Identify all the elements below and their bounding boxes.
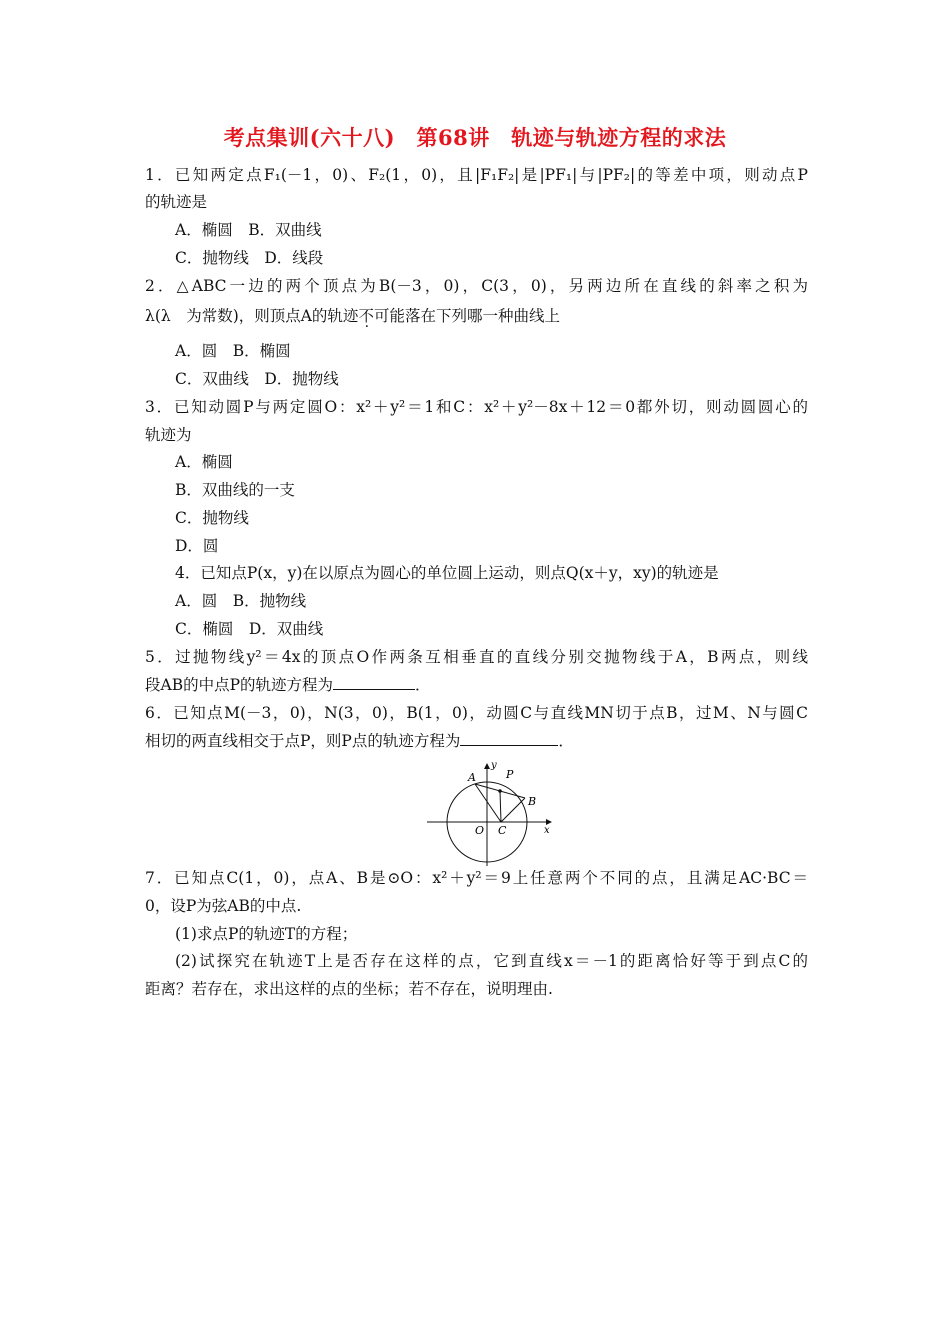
q1-options-cd: C．抛物线 D．线段 [175, 249, 324, 267]
q7-part1: (1)求点P的轨迹T的方程； [175, 925, 358, 943]
q6-line2 [145, 731, 574, 751]
label-o: O [475, 824, 485, 837]
point-p [498, 789, 502, 793]
q6-line1: 6．已知点M(－3，0)，N(3，0)，B(1，0)，动圆C与直线MN切于点B，过M、N与圆C [145, 704, 808, 722]
q1-options-ab: A．椭圆 B．双曲线 [175, 221, 322, 239]
q4-line1: 4．已知点P(x，y)在以原点为圆心的单位圆上运动，则点Q(x＋y，xy)的轨迹是 [175, 564, 719, 582]
segment-cb [501, 798, 525, 822]
q2-options-cd: C．双曲线 D．抛物线 [175, 370, 339, 388]
q5-line2-text: 段AB的中点P的轨迹方程为 [145, 676, 334, 694]
q2-emphasis-not: 不 [358, 307, 374, 325]
q3-option-a: A．椭圆 [175, 453, 233, 471]
page-title: 考点集训(六十八) 第68讲 轨迹与轨迹方程的求法 [223, 125, 727, 150]
q4-options-cd: C．椭圆 D．双曲线 [175, 620, 324, 638]
label-b: B [528, 795, 537, 808]
q5-line1: 5．过抛物线y²＝4x的顶点O作两条互相垂直的直线分别交抛物线于A，B两点，则线 [145, 648, 808, 666]
q1-line2: 的轨迹是 [145, 193, 208, 211]
q5-line2-end: ． [415, 676, 431, 694]
label-a: A [468, 771, 476, 784]
label-p: P [506, 768, 514, 781]
q2-line2-pre: λ(λ 为常数)，则顶点A的轨迹 [145, 307, 359, 325]
q2-line2-post: 可能落在下列哪一种曲线上 [373, 307, 560, 325]
q3-line2: 轨迹为 [145, 426, 192, 444]
q7-part2-line1: (2)试探究在轨迹T上是否存在这样的点，它到直线x＝－1的距离恰好等于到点C的 [175, 952, 808, 970]
q3-line1: 3．已知动圆P与两定圆O：x²＋y²＝1和C：x²＋y²－8x＋12＝0都外切，则动圆圆心的 [145, 398, 808, 416]
q2-options-ab: A．圆 B．椭圆 [175, 342, 291, 360]
q5-answer-blank [333, 675, 415, 690]
q6-line2-end: ． [558, 732, 574, 750]
label-y: y [491, 760, 497, 771]
q3-option-b: B．双曲线的一支 [175, 481, 295, 499]
geometry-figure [425, 760, 555, 870]
q3-option-c: C．抛物线 [175, 509, 249, 527]
q4-options-ab: A．圆 B．抛物线 [175, 592, 307, 610]
q7-line2: 0，设P为弦AB的中点. [145, 897, 302, 915]
q6-answer-blank [460, 731, 558, 746]
label-x: x [544, 825, 550, 836]
q3-option-d: D．圆 [175, 537, 219, 555]
label-c: C [498, 824, 507, 837]
q5-line2 [145, 675, 431, 695]
q7-line1: 7．已知点C(1，0)，点A、B是⊙O：x²＋y²＝9上任意两个不同的点，且满足AC·BC＝ [145, 869, 808, 887]
q2-line2 [145, 306, 560, 326]
segment-cp [500, 791, 501, 822]
q2-line1: 2．△ABC一边的两个顶点为B(－3，0)，C(3，0)，另两边所在直线的斜率之积为 [145, 277, 808, 295]
q1-line1: 1．已知两定点F₁(－1，0)、F₂(1，0)，且|F₁F₂|是|PF₁|与|PF₂|的等差中项，则动点P [145, 166, 808, 184]
q6-line2-text: 相切的两直线相交于点P，则P点的轨迹方程为 [145, 732, 461, 750]
q7-part2-line2: 距离？若存在，求出这样的点的坐标；若不存在，说明理由. [145, 980, 553, 998]
